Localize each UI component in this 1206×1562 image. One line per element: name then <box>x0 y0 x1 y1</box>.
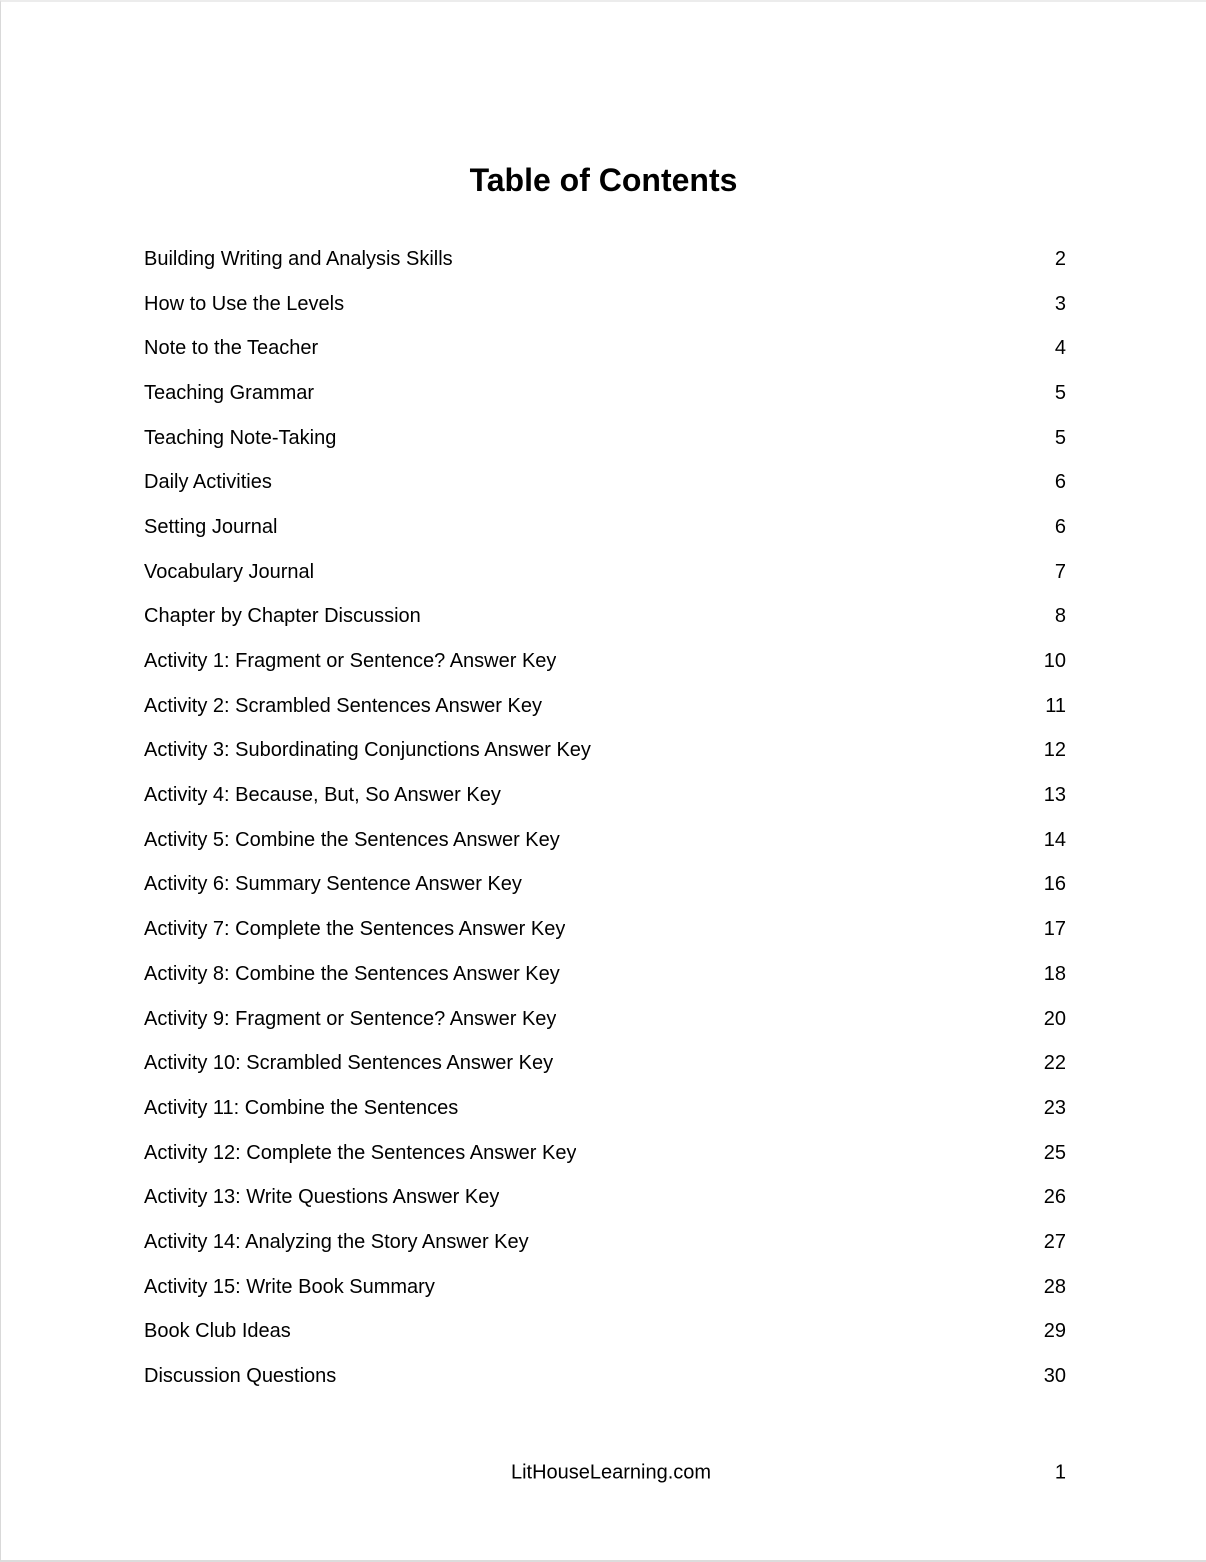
toc-entry-label: Activity 12: Complete the Sentences Answer Key <box>144 1141 577 1164</box>
toc-entry-label: Activity 5: Combine the Sentences Answer Key <box>144 828 560 851</box>
toc-entry-label: Building Writing and Analysis Skills <box>144 247 453 270</box>
toc-entry-label: Chapter by Chapter Discussion <box>144 605 421 628</box>
toc-entry-page-number: 11 <box>1045 694 1066 717</box>
toc-entry-label: Activity 13: Write Questions Answer Key <box>144 1186 500 1209</box>
toc-entry-page-number: 28 <box>1043 1275 1066 1298</box>
toc-entry <box>144 639 1066 684</box>
toc-entry <box>144 1354 1066 1399</box>
toc-entry-label: Setting Journal <box>144 515 278 538</box>
toc-entry-page-number: 26 <box>1043 1186 1066 1209</box>
toc-entry-label: Activity 4: Because, But, So Answer Key <box>144 784 501 807</box>
toc-entry-label: Activity 10: Scrambled Sentences Answer Key <box>144 1052 554 1075</box>
toc-entry <box>144 416 1066 461</box>
toc-entry-label: Activity 6: Summary Sentence Answer Key <box>144 873 522 896</box>
toc-entry <box>144 595 1066 640</box>
toc-entry <box>144 729 1066 774</box>
toc-entry <box>144 907 1066 952</box>
toc-entry-page-number: 13 <box>1043 784 1066 807</box>
toc-entry-label: Activity 1: Fragment or Sentence? Answer Key <box>144 650 557 673</box>
toc-entry <box>144 818 1066 863</box>
toc-entry-page-number: 29 <box>1043 1320 1066 1343</box>
toc-entry-page-number: 7 <box>1054 560 1066 583</box>
toc-entry-label: Activity 2: Scrambled Sentences Answer Key <box>144 694 542 717</box>
toc-entry-page-number: 25 <box>1043 1141 1066 1164</box>
toc-entry <box>144 863 1066 908</box>
toc-entry-page-number: 2 <box>1054 247 1066 270</box>
table-of-contents-list <box>144 237 1066 1399</box>
toc-entry-label: Activity 14: Analyzing the Story Answer Key <box>144 1230 529 1253</box>
toc-entry-page-number: 17 <box>1043 918 1066 941</box>
toc-entry <box>144 371 1066 416</box>
toc-entry <box>144 997 1066 1042</box>
toc-entry-page-number: 4 <box>1054 337 1066 360</box>
toc-entry-label: Activity 8: Combine the Sentences Answer Key <box>144 962 560 985</box>
toc-entry-label: Note to the Teacher <box>144 337 319 360</box>
toc-entry <box>144 282 1066 327</box>
toc-entry <box>144 773 1066 818</box>
toc-entry <box>144 1131 1066 1176</box>
toc-entry-page-number: 14 <box>1043 828 1066 851</box>
toc-entry-page-number: 5 <box>1054 381 1066 404</box>
page-title: Table of Contents <box>469 162 738 199</box>
toc-entry-label: How to Use the Levels <box>144 292 345 315</box>
toc-entry-label: Daily Activities <box>144 471 272 494</box>
footer-page-number: 1 <box>1054 1461 1066 1484</box>
toc-entry <box>144 1265 1066 1310</box>
toc-entry-page-number: 10 <box>1043 650 1066 673</box>
footer-website: LitHouseLearning.com <box>510 1461 712 1484</box>
toc-entry <box>144 1086 1066 1131</box>
toc-entry <box>144 1041 1066 1086</box>
toc-entry-page-number: 22 <box>1043 1052 1066 1075</box>
toc-entry-page-number: 8 <box>1054 605 1066 628</box>
toc-entry-label: Book Club Ideas <box>144 1320 291 1343</box>
toc-entry-page-number: 16 <box>1043 873 1066 896</box>
toc-entry-page-number: 12 <box>1043 739 1066 762</box>
toc-entry-label: Teaching Grammar <box>144 381 315 404</box>
page-footer <box>144 1455 1066 1491</box>
toc-entry-page-number: 18 <box>1043 962 1066 985</box>
toc-entry-page-number: 27 <box>1043 1230 1066 1253</box>
toc-entry-label: Teaching Note-Taking <box>144 426 337 449</box>
toc-entry-label: Activity 7: Complete the Sentences Answer Key <box>144 918 566 941</box>
toc-entry-page-number: 23 <box>1043 1096 1066 1119</box>
toc-entry-page-number: 30 <box>1043 1365 1066 1388</box>
toc-entry <box>144 1220 1066 1265</box>
toc-entry <box>144 237 1066 282</box>
toc-entry-label: Discussion Questions <box>144 1365 337 1388</box>
toc-entry-page-number: 6 <box>1054 515 1066 538</box>
toc-entry-label: Activity 11: Combine the Sentences <box>144 1096 459 1119</box>
toc-entry-label: Activity 9: Fragment or Sentence? Answer Key <box>144 1007 557 1030</box>
toc-entry-page-number: 5 <box>1054 426 1066 449</box>
toc-entry-page-number: 3 <box>1054 292 1066 315</box>
toc-entry <box>144 550 1066 595</box>
toc-entry <box>144 1310 1066 1355</box>
toc-entry-page-number: 20 <box>1043 1007 1066 1030</box>
toc-entry <box>144 505 1066 550</box>
toc-entry <box>144 326 1066 371</box>
toc-entry-label: Activity 15: Write Book Summary <box>144 1275 435 1298</box>
toc-entry-label: Vocabulary Journal <box>144 560 315 583</box>
toc-entry <box>144 684 1066 729</box>
toc-entry <box>144 952 1066 997</box>
toc-entry <box>144 460 1066 505</box>
toc-entry-page-number: 6 <box>1054 471 1066 494</box>
toc-entry <box>144 1175 1066 1220</box>
toc-entry-label: Activity 3: Subordinating Conjunctions Answer Key <box>144 739 591 762</box>
